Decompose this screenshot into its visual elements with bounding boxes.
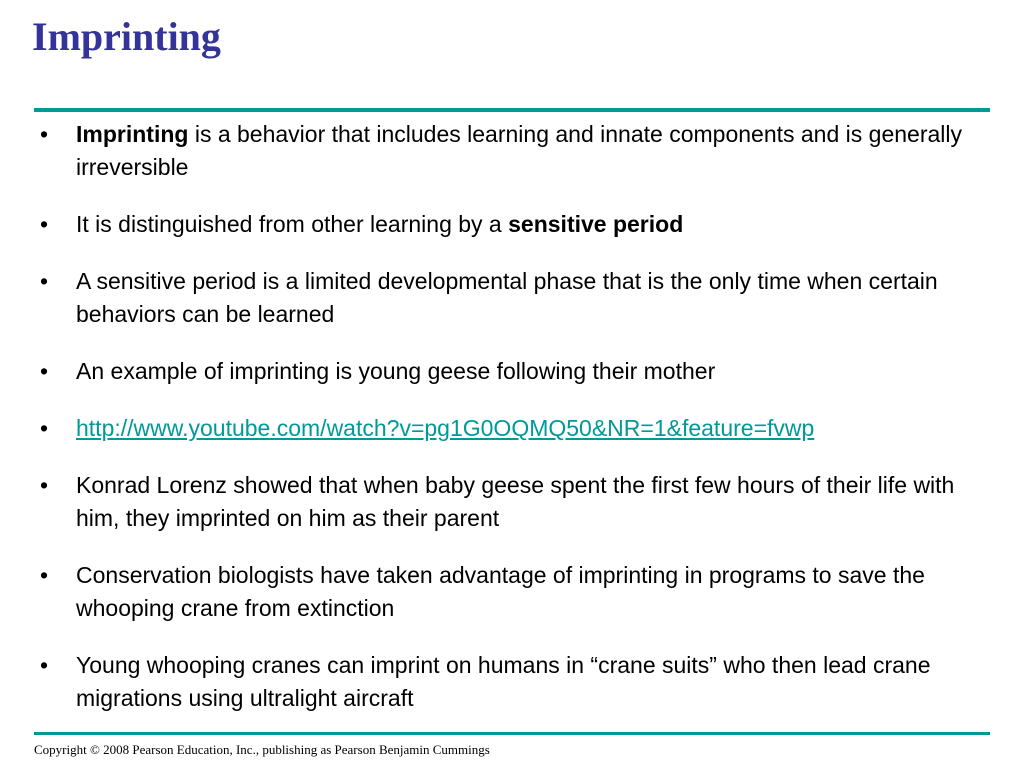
slide-title: Imprinting xyxy=(32,14,221,59)
bullet-bold-term: sensitive period xyxy=(508,211,684,237)
bullet-icon: • xyxy=(40,415,49,441)
bullet-item-sensitive-period xyxy=(40,208,980,241)
title-divider xyxy=(34,108,990,112)
bullet-icon: • xyxy=(40,211,49,237)
footer-divider xyxy=(34,732,990,735)
bullet-icon: • xyxy=(40,268,49,294)
bullet-text: A sensitive period is a limited developmental phase that is the only time when certain behaviors can be learned xyxy=(76,268,938,327)
bullet-item-crane-suits xyxy=(40,649,980,715)
youtube-link[interactable]: http://www.youtube.com/watch?v=pg1G0OQMQ50&NR=1&feature=fvwp xyxy=(76,415,815,441)
bullet-item-geese-example xyxy=(40,355,980,388)
bullet-bold-term: Imprinting xyxy=(76,121,189,147)
bullet-text: is a behavior that includes learning and innate components and is generally irreversible xyxy=(76,121,962,180)
bullet-item-konrad-lorenz xyxy=(40,469,980,535)
bullet-text: Conservation biologists have taken advantage of imprinting in programs to save the whooping crane from extinction xyxy=(76,562,925,621)
copyright-notice: Copyright © 2008 Pearson Education, Inc., publishing as Pearson Benjamin Cummings xyxy=(34,742,490,757)
bullet-text: Konrad Lorenz showed that when baby geese spent the first few hours of their life with him, they imprinted on him as their parent xyxy=(76,472,955,531)
bullet-text: Young whooping cranes can imprint on humans in “crane suits” who then lead crane migrations using ultralight aircraft xyxy=(76,652,931,711)
bullet-text: An example of imprinting is young geese following their mother xyxy=(76,358,716,384)
bullet-icon: • xyxy=(40,121,49,147)
bullet-icon: • xyxy=(40,652,49,678)
bullet-item-video-link xyxy=(40,412,980,445)
bullet-icon: • xyxy=(40,562,49,588)
bullet-item-imprinting-definition xyxy=(40,118,980,184)
bullet-list xyxy=(40,118,980,739)
bullet-item-sensitive-period-definition xyxy=(40,265,980,331)
bullet-icon: • xyxy=(40,472,49,498)
bullet-item-conservation xyxy=(40,559,980,625)
bullet-text: It is distinguished from other learning by a xyxy=(76,211,509,237)
bullet-icon: • xyxy=(40,358,49,384)
